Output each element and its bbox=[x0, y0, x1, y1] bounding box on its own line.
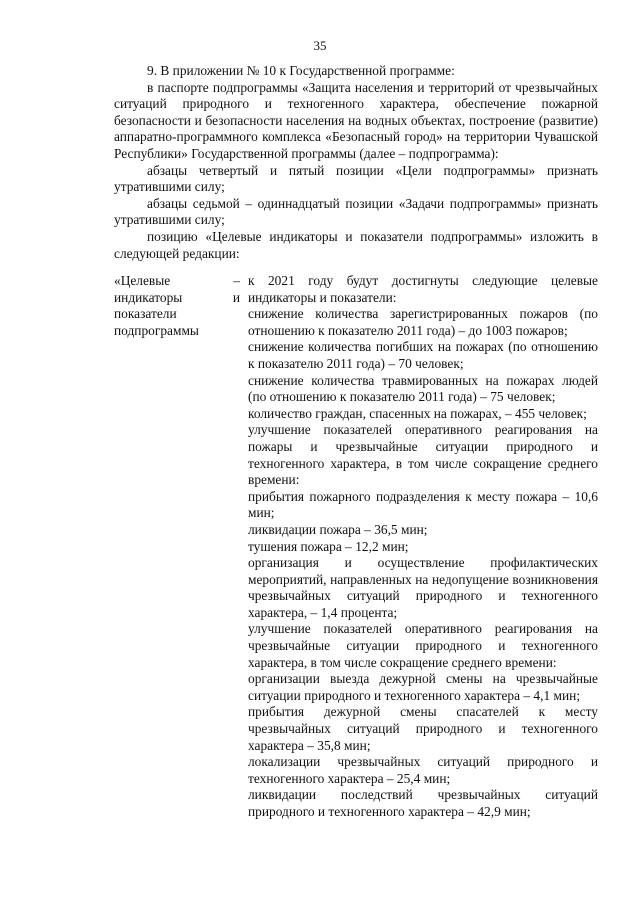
indicator-item: прибытия пожарного подразделения к месту пожара – 10,6 мин; bbox=[248, 488, 598, 521]
indicator-item: организации выезда дежурной смены на чрезвычайные ситуации природного и техногенного характера – 4,1 мин; bbox=[248, 671, 598, 703]
indicator-item: снижение количества погибших на пожарах (по отношению к показателю 2011 года) – 70 человек; bbox=[248, 339, 598, 371]
indicator-item: ликвидации последствий чрезвычайных ситуаций природного и техногенного характера – 42,9 мин; bbox=[248, 787, 598, 819]
label-dash: – bbox=[233, 273, 240, 288]
indicator-item: ликвидации пожара – 36,5 мин; bbox=[248, 521, 428, 537]
indicators-list bbox=[248, 273, 598, 821]
indicator-item: снижение количества зарегистрированных пожаров (по отношению к показателю 2011 года) – до 1003 пожаров; bbox=[248, 306, 598, 338]
indicator-item: организация и осуществление профилактических мероприятий, направленных на недопущение возникновения чрезвычайных ситуаций природного и техногенного характера, – 1,4 процента; bbox=[248, 555, 598, 620]
indicator-item: прибытия дежурной смены спасателей к месту чрезвычайных ситуаций природного и техногенного характера – 35,8 мин; bbox=[248, 704, 598, 753]
intro-paragraph: абзацы седьмой – одиннадцатый позиции «Задачи подпрограммы» признать утратившими силу; bbox=[114, 195, 598, 228]
indicator-item: к 2021 году будут достигнуты следующие целевые индикаторы и показатели: bbox=[248, 273, 598, 305]
indicator-item: количество граждан, спасенных на пожарах, – 455 человек; bbox=[248, 405, 587, 421]
indicator-item: снижение количества травмированных на пожарах людей (по отношению к показателю 2011 года) – 75 человек; bbox=[248, 372, 598, 405]
indicator-item: локализации чрезвычайных ситуаций природного и техногенного характера – 25,4 мин; bbox=[248, 754, 598, 786]
indicator-item: улучшение показателей оперативного реагирования на чрезвычайные ситуации природного и техногенного характера, в том числе сокращение среднего времени: bbox=[248, 621, 598, 670]
intro-paragraph: позицию «Целевые индикаторы и показатели подпрограммы» изложить в следующей редакции: bbox=[114, 228, 598, 261]
intro-paragraph: 9. В приложении № 10 к Государственной программе: bbox=[147, 63, 455, 78]
intro-paragraph: в паспорте подпрограммы «Защита населения и территорий от чрезвычайных ситуаций природного и техногенного характера, обеспечение пожарной безопасности и безопасности населения на водных объектах, построение (развитие) аппаратно-программного комплекса «Безопасный город» на территории Чувашской Республики» Государственной программы (далее – подпрограмма): bbox=[114, 79, 598, 161]
indicator-item: улучшение показателей оперативного реагирования на пожары и чрезвычайные ситуации природного и техногенного характера, в том числе сокращение среднего времени: bbox=[248, 422, 598, 488]
intro-paragraph: абзацы четвертый и пятый позиции «Цели подпрограммы» признать утратившими силу; bbox=[114, 162, 598, 195]
page-number: 35 bbox=[313, 38, 327, 53]
intro-text bbox=[114, 63, 598, 262]
indicators-label: «Целевые индикаторы и показатели подпрограммы bbox=[114, 273, 240, 338]
indicator-item: тушения пожара – 12,2 мин; bbox=[248, 538, 409, 554]
